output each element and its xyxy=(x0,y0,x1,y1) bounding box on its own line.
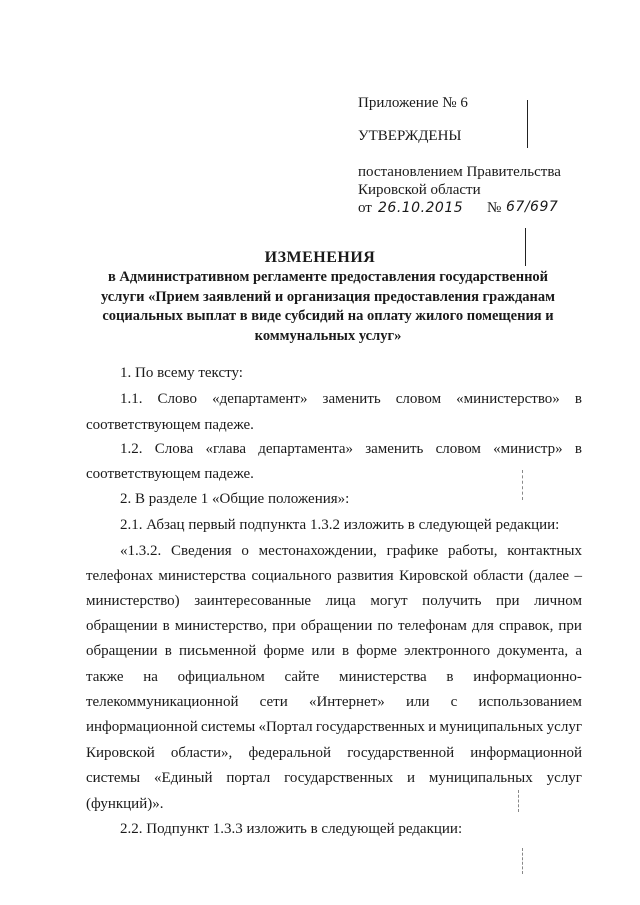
paragraph-1-2-tail: соответствующем падеже. xyxy=(86,466,254,482)
approved-label: УТВЕРЖДЕНЫ xyxy=(358,128,462,144)
subtitle-line: социальных выплат в виде субсидий на оплату жилого помещения и xyxy=(102,308,554,324)
word: лица xyxy=(325,593,356,609)
word: заменить xyxy=(322,391,381,407)
word: официальном xyxy=(177,669,265,685)
scan-mark xyxy=(522,470,523,500)
word: министерства xyxy=(158,568,247,584)
paragraph-1-2-line xyxy=(120,441,582,458)
paragraph-2-1: 2.1. Абзац первый подпункта 1.3.2 изложить в следующей редакции: xyxy=(120,517,560,533)
quote-line xyxy=(120,543,582,560)
word: системы xyxy=(86,770,141,786)
word: при xyxy=(496,593,520,609)
subtitle-line: коммунальных услуг» xyxy=(254,327,402,344)
quote-line xyxy=(86,568,582,585)
number-prefix: № xyxy=(487,200,502,216)
word: «Портал xyxy=(258,719,313,735)
word: Кировской xyxy=(399,568,468,584)
word: в xyxy=(162,618,170,634)
subtitle-line: услуги «Прием заявлений и организация предоставления гражданам xyxy=(100,288,556,305)
quote-line-end: (функций)». xyxy=(86,796,164,812)
word: форме xyxy=(263,643,305,659)
word: 1.2. xyxy=(120,441,143,457)
paragraph-2-2: 2.2. Подпункт 1.3.3 изложить в следующей редакции: xyxy=(120,821,463,837)
date-value: 26.10.2015 xyxy=(378,200,464,216)
word: словом xyxy=(435,441,481,457)
word: письменной xyxy=(179,643,257,659)
word: «Интернет» xyxy=(308,694,385,710)
word: услуг xyxy=(546,770,582,786)
word: электронного xyxy=(404,643,491,659)
word: федеральной xyxy=(248,745,332,761)
word: получить xyxy=(422,593,482,609)
paragraph-2: 2. В разделе 1 «Общие положения»: xyxy=(120,491,350,507)
document-title: ИЗМЕНЕНИЯ xyxy=(264,249,376,266)
word: системы xyxy=(201,719,256,735)
word: государственных xyxy=(315,719,425,735)
word: с xyxy=(450,694,458,710)
word: могут xyxy=(370,593,408,609)
word: сети xyxy=(259,694,288,710)
word: при xyxy=(272,618,296,634)
word: и xyxy=(428,719,437,735)
word: портал xyxy=(226,770,271,786)
word: области xyxy=(473,568,524,584)
word: информационной xyxy=(86,719,198,735)
document-subtitle xyxy=(86,268,570,346)
word: словом xyxy=(395,391,442,407)
word: документа, xyxy=(497,643,569,659)
date-prefix: от xyxy=(358,200,372,216)
word: муниципальных xyxy=(428,770,533,786)
word: личном xyxy=(534,593,582,609)
word: (далее xyxy=(528,568,570,584)
word: форме xyxy=(356,643,397,659)
scan-mark xyxy=(525,228,526,266)
word: Кировской xyxy=(86,745,155,761)
word: информационной xyxy=(470,745,582,761)
word: работы, xyxy=(448,543,498,559)
word: в xyxy=(342,643,350,659)
word: обращении xyxy=(86,643,158,659)
word: Слова xyxy=(154,441,194,457)
word: справок, xyxy=(498,618,554,634)
word: услуг xyxy=(546,719,582,735)
word: 1.1. xyxy=(120,391,143,407)
word: министерство, xyxy=(174,618,268,634)
word: «министерство» xyxy=(456,391,560,407)
quote-line xyxy=(86,669,582,686)
word: – xyxy=(574,568,582,584)
paragraph-1-1-tail: соответствующем падеже. xyxy=(86,417,254,433)
word: при xyxy=(558,618,582,634)
subtitle-line: в Административном регламенте предоставления государственной xyxy=(107,269,549,285)
word: «министр» xyxy=(493,441,563,457)
word: для xyxy=(471,618,494,634)
decree-line-1: постановлением Правительства xyxy=(358,164,561,180)
word: телефонам xyxy=(397,618,467,634)
word: министерство) xyxy=(86,593,180,609)
word: Сведения xyxy=(170,543,232,559)
quote-line xyxy=(86,618,582,635)
word: департамента» xyxy=(258,441,353,457)
word: области», xyxy=(170,745,233,761)
word: использованием xyxy=(478,694,582,710)
number-value: 67/697 xyxy=(506,199,559,215)
word: также xyxy=(86,669,124,685)
scan-mark xyxy=(527,100,528,148)
word: государственной xyxy=(347,745,455,761)
scan-mark xyxy=(522,848,523,874)
scan-mark xyxy=(518,790,519,812)
word: контактных xyxy=(507,543,582,559)
word: в xyxy=(574,391,582,407)
word: и xyxy=(406,770,416,786)
quote-line xyxy=(86,770,582,787)
word: сайте xyxy=(284,669,320,685)
word: в xyxy=(446,669,454,685)
word: министерства xyxy=(338,669,427,685)
word: или xyxy=(405,694,430,710)
quote-line xyxy=(86,694,582,711)
quote-line xyxy=(86,745,582,762)
word: обращении xyxy=(300,618,373,634)
paragraph-1: 1. По всему тексту: xyxy=(120,365,243,381)
decree-line-2: Кировской области xyxy=(358,182,481,198)
word: «департамент» xyxy=(212,391,308,407)
word: местонахождении, xyxy=(258,543,377,559)
word: заинтересованные xyxy=(194,593,312,609)
word: заменить xyxy=(365,441,424,457)
quote-line xyxy=(86,593,582,610)
word: государственных xyxy=(284,770,394,786)
word: в xyxy=(574,441,582,457)
paragraph-1-1-line xyxy=(120,391,582,408)
word: на xyxy=(143,669,158,685)
word: информационно- xyxy=(473,669,582,685)
word: графике xyxy=(386,543,439,559)
word: по xyxy=(377,618,393,634)
word: а xyxy=(575,643,582,659)
word: Слово xyxy=(157,391,198,407)
word: социального xyxy=(251,568,332,584)
word: «1.3.2. xyxy=(120,543,162,559)
word: или xyxy=(311,643,335,659)
word: «Единый xyxy=(154,770,213,786)
word: муниципальных xyxy=(439,719,544,735)
word: «глава xyxy=(205,441,247,457)
appendix-label: Приложение № 6 xyxy=(358,95,468,111)
word: о xyxy=(241,543,249,559)
quote-line xyxy=(86,643,582,660)
quote-line xyxy=(86,719,582,736)
word: телефонах xyxy=(86,568,153,584)
word: телекоммуникационной xyxy=(86,694,239,710)
word: в xyxy=(164,643,172,659)
word: обращении xyxy=(86,618,158,634)
word: развития xyxy=(337,568,394,584)
